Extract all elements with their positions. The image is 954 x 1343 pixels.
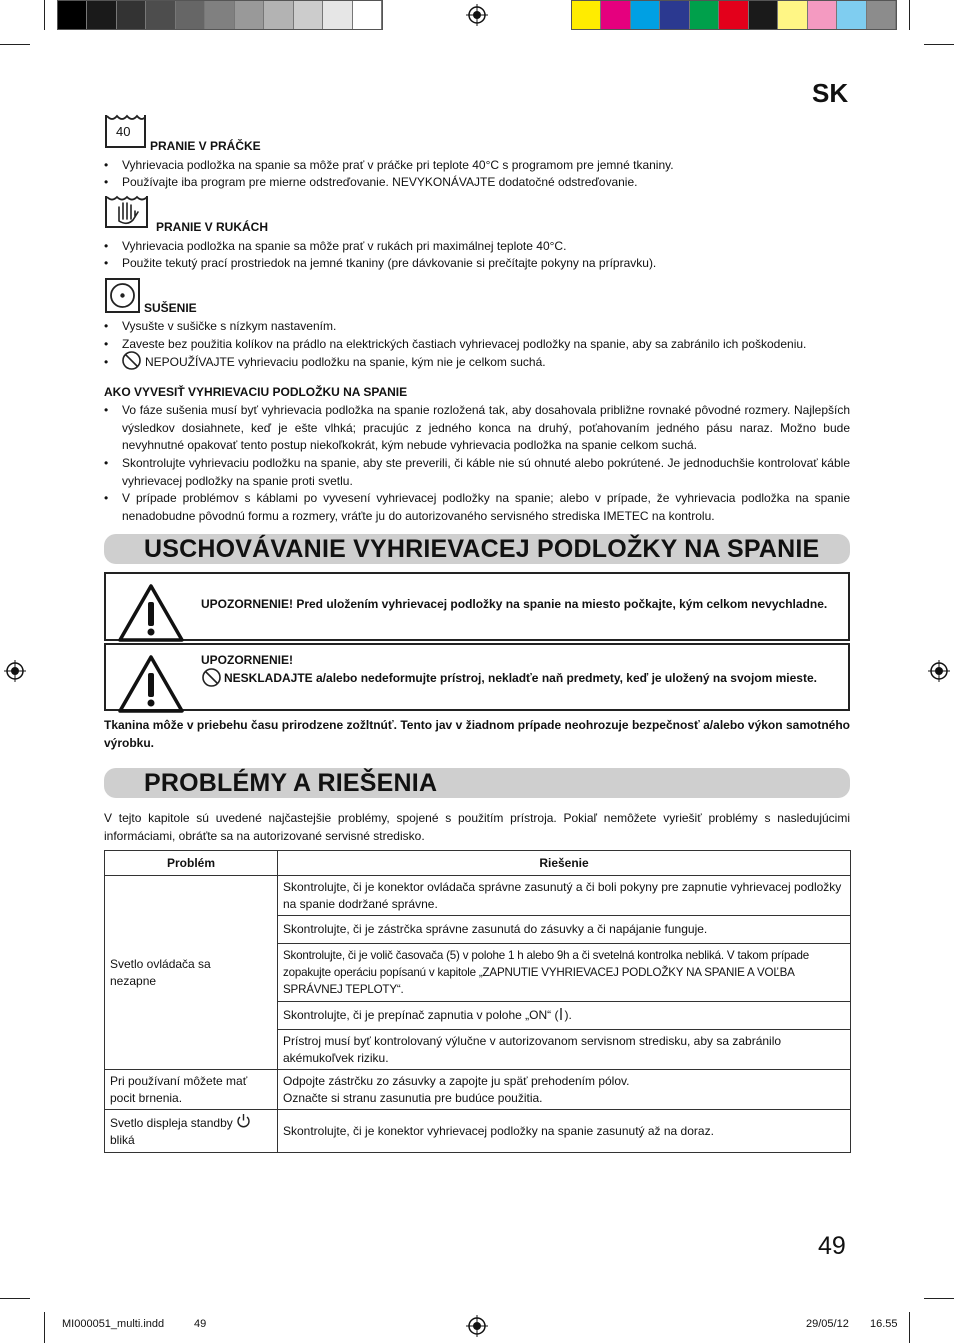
- crop-mark: [0, 44, 30, 45]
- footer-time: 16.55: [870, 1318, 898, 1330]
- machine-wash-title: PRANIE V PRÁČKE: [150, 139, 261, 153]
- registration-mark-icon: [466, 4, 488, 26]
- machine-wash-40-icon: [105, 115, 146, 148]
- gray-swatch: [176, 1, 205, 29]
- hand-wash-icon: [105, 196, 148, 228]
- solution-cell: Odpojte zástrčku zo zásuvky a zapojte ju späť prehodením pólov. Označte si stranu zasunutia pre budúce použitia.: [278, 1070, 851, 1110]
- gray-swatch: [353, 1, 382, 29]
- page-number: 49: [818, 1232, 846, 1260]
- table-row: [105, 1110, 851, 1153]
- color-swatch: [719, 1, 748, 29]
- solution-cell: Skontrolujte, či je zástrčka správne zasunutá do zásuvky a či napájanie funguje.: [278, 916, 851, 944]
- column-header-solution: Riešenie: [278, 851, 851, 876]
- solution-cell: Skontrolujte, či je konektor ovládača správne zasunutý a či boli pokyny pre zapnutie vyhrievacej podložky na spanie dodržané správne.: [278, 876, 851, 916]
- problems-heading: PROBLÉMY A RIEŠENIA: [104, 768, 850, 798]
- crop-mark: [909, 0, 910, 30]
- gray-swatch: [264, 1, 293, 29]
- crop-mark: [909, 1312, 910, 1343]
- gray-swatch: [58, 1, 87, 29]
- problem-cell: Pri používaní môžete mať pocit brnenia.: [105, 1070, 278, 1110]
- warning-triangle-icon: [116, 582, 186, 644]
- warning-text: NESKLADAJTE a/alebo nedeformujte prístroj, nekladťe naň predmety, keď je uložený na svojom mieste.: [224, 671, 817, 685]
- solution-cell: Skontrolujte, či je konektor vyhrievacej podložky na spanie zasunutý až na doraz.: [278, 1110, 851, 1153]
- problems-table: [104, 850, 851, 1153]
- table-header-row: [105, 851, 851, 876]
- solution-cell: Skontrolujte, či je prepínač zapnutia v polohe „ON“ ( ).: [278, 1002, 851, 1030]
- color-swatch-bar: [571, 0, 897, 30]
- table-row: [105, 1070, 851, 1110]
- registration-mark-icon: [928, 660, 950, 682]
- gray-swatch: [87, 1, 116, 29]
- warning-triangle-icon: [116, 653, 186, 715]
- gray-swatch: [294, 1, 323, 29]
- registration-mark-icon: [466, 1315, 488, 1337]
- color-swatch: [837, 1, 866, 29]
- prohibited-icon: [121, 350, 142, 371]
- storage-heading: USCHOVÁVANIE VYHRIEVACEJ PODLOŽKY NA SPANIE: [104, 534, 850, 564]
- hang-title: AKO VYVESIŤ VYHRIEVACIU PODLOŽKU NA SPANIE: [104, 385, 408, 399]
- gray-swatch: [146, 1, 175, 29]
- warning-title: UPOZORNENIE!: [201, 653, 294, 667]
- solution-cell: Prístroj musí byť kontrolovaný výlučne v autorizovanom servisnom stredisku, aby sa zabránilo akémukoľvek riziku.: [278, 1030, 851, 1070]
- problem-cell: Svetlo ovládača sa nezapne: [105, 876, 278, 1070]
- crop-mark: [0, 1298, 30, 1299]
- gray-swatch: [235, 1, 264, 29]
- language-code: SK: [812, 78, 849, 108]
- warning-box: [104, 572, 850, 641]
- gray-swatch: [205, 1, 234, 29]
- gray-color-bar: [57, 0, 383, 30]
- warning-box: [104, 643, 850, 711]
- registration-mark-icon: [4, 660, 26, 682]
- crop-mark: [924, 1298, 954, 1299]
- tumble-dry-low-icon: [105, 278, 140, 313]
- color-swatch: [660, 1, 689, 29]
- color-swatch: [572, 1, 601, 29]
- footer-date: 29/05/12: [806, 1318, 849, 1330]
- color-swatch: [778, 1, 807, 29]
- color-swatch: [749, 1, 778, 29]
- drying-title: SUŠENIE: [144, 301, 197, 315]
- hand-wash-title: PRANIE V RUKÁCH: [156, 220, 269, 234]
- gray-swatch: [323, 1, 352, 29]
- color-swatch: [808, 1, 837, 29]
- table-row: [105, 876, 851, 916]
- solution-cell: Skontrolujte, či je volič časovača (5) v polohe 1 h alebo 9h a či svetelná kontrolka nebliká. V takom prípade zopakujte operáciu popísanú v kapitole „ZAPNUTIE VYHRIEVACEJ PODLOŽKY NA SPANIE A VOĽBA SPRÁVNEJ TEPLOTY“.: [278, 944, 851, 1002]
- color-swatch: [601, 1, 630, 29]
- footer-file: MI000051_multi.indd: [62, 1318, 165, 1330]
- color-swatch: [867, 1, 896, 29]
- problem-cell: Svetlo displeja standby bliká: [105, 1110, 278, 1153]
- wash-temperature-label: 40: [116, 124, 131, 139]
- warning-text: UPOZORNENIE! Pred uložením vyhrievacej podložky na spanie na miesto počkajte, kým celkom nevychladne.: [201, 597, 828, 611]
- gray-swatch: [117, 1, 146, 29]
- crop-mark: [924, 44, 954, 45]
- problems-intro: V tejto kapitole sú uvedené najčastejšie problémy, spojené s použitím prístroja. Pokiaľ nemôžete vyriešiť problémy s nasledujúcimi informáciami, obráťte sa na autorizované servisné stredisko.: [104, 811, 850, 843]
- footer-page: 49: [194, 1318, 207, 1330]
- crop-mark: [44, 0, 45, 30]
- standby-power-icon: [236, 1113, 251, 1128]
- column-header-problem: Problém: [105, 851, 278, 876]
- color-swatch: [690, 1, 719, 29]
- yellowing-note: Tkanina môže v priebehu času prirodzene zožltnúť. Tento jav v žiadnom prípade neohrozuje bezpečnosť a/alebo výkon samotného výrobku.: [104, 718, 850, 750]
- color-swatch: [631, 1, 660, 29]
- crop-mark: [44, 1312, 45, 1343]
- prohibited-icon: [201, 667, 222, 688]
